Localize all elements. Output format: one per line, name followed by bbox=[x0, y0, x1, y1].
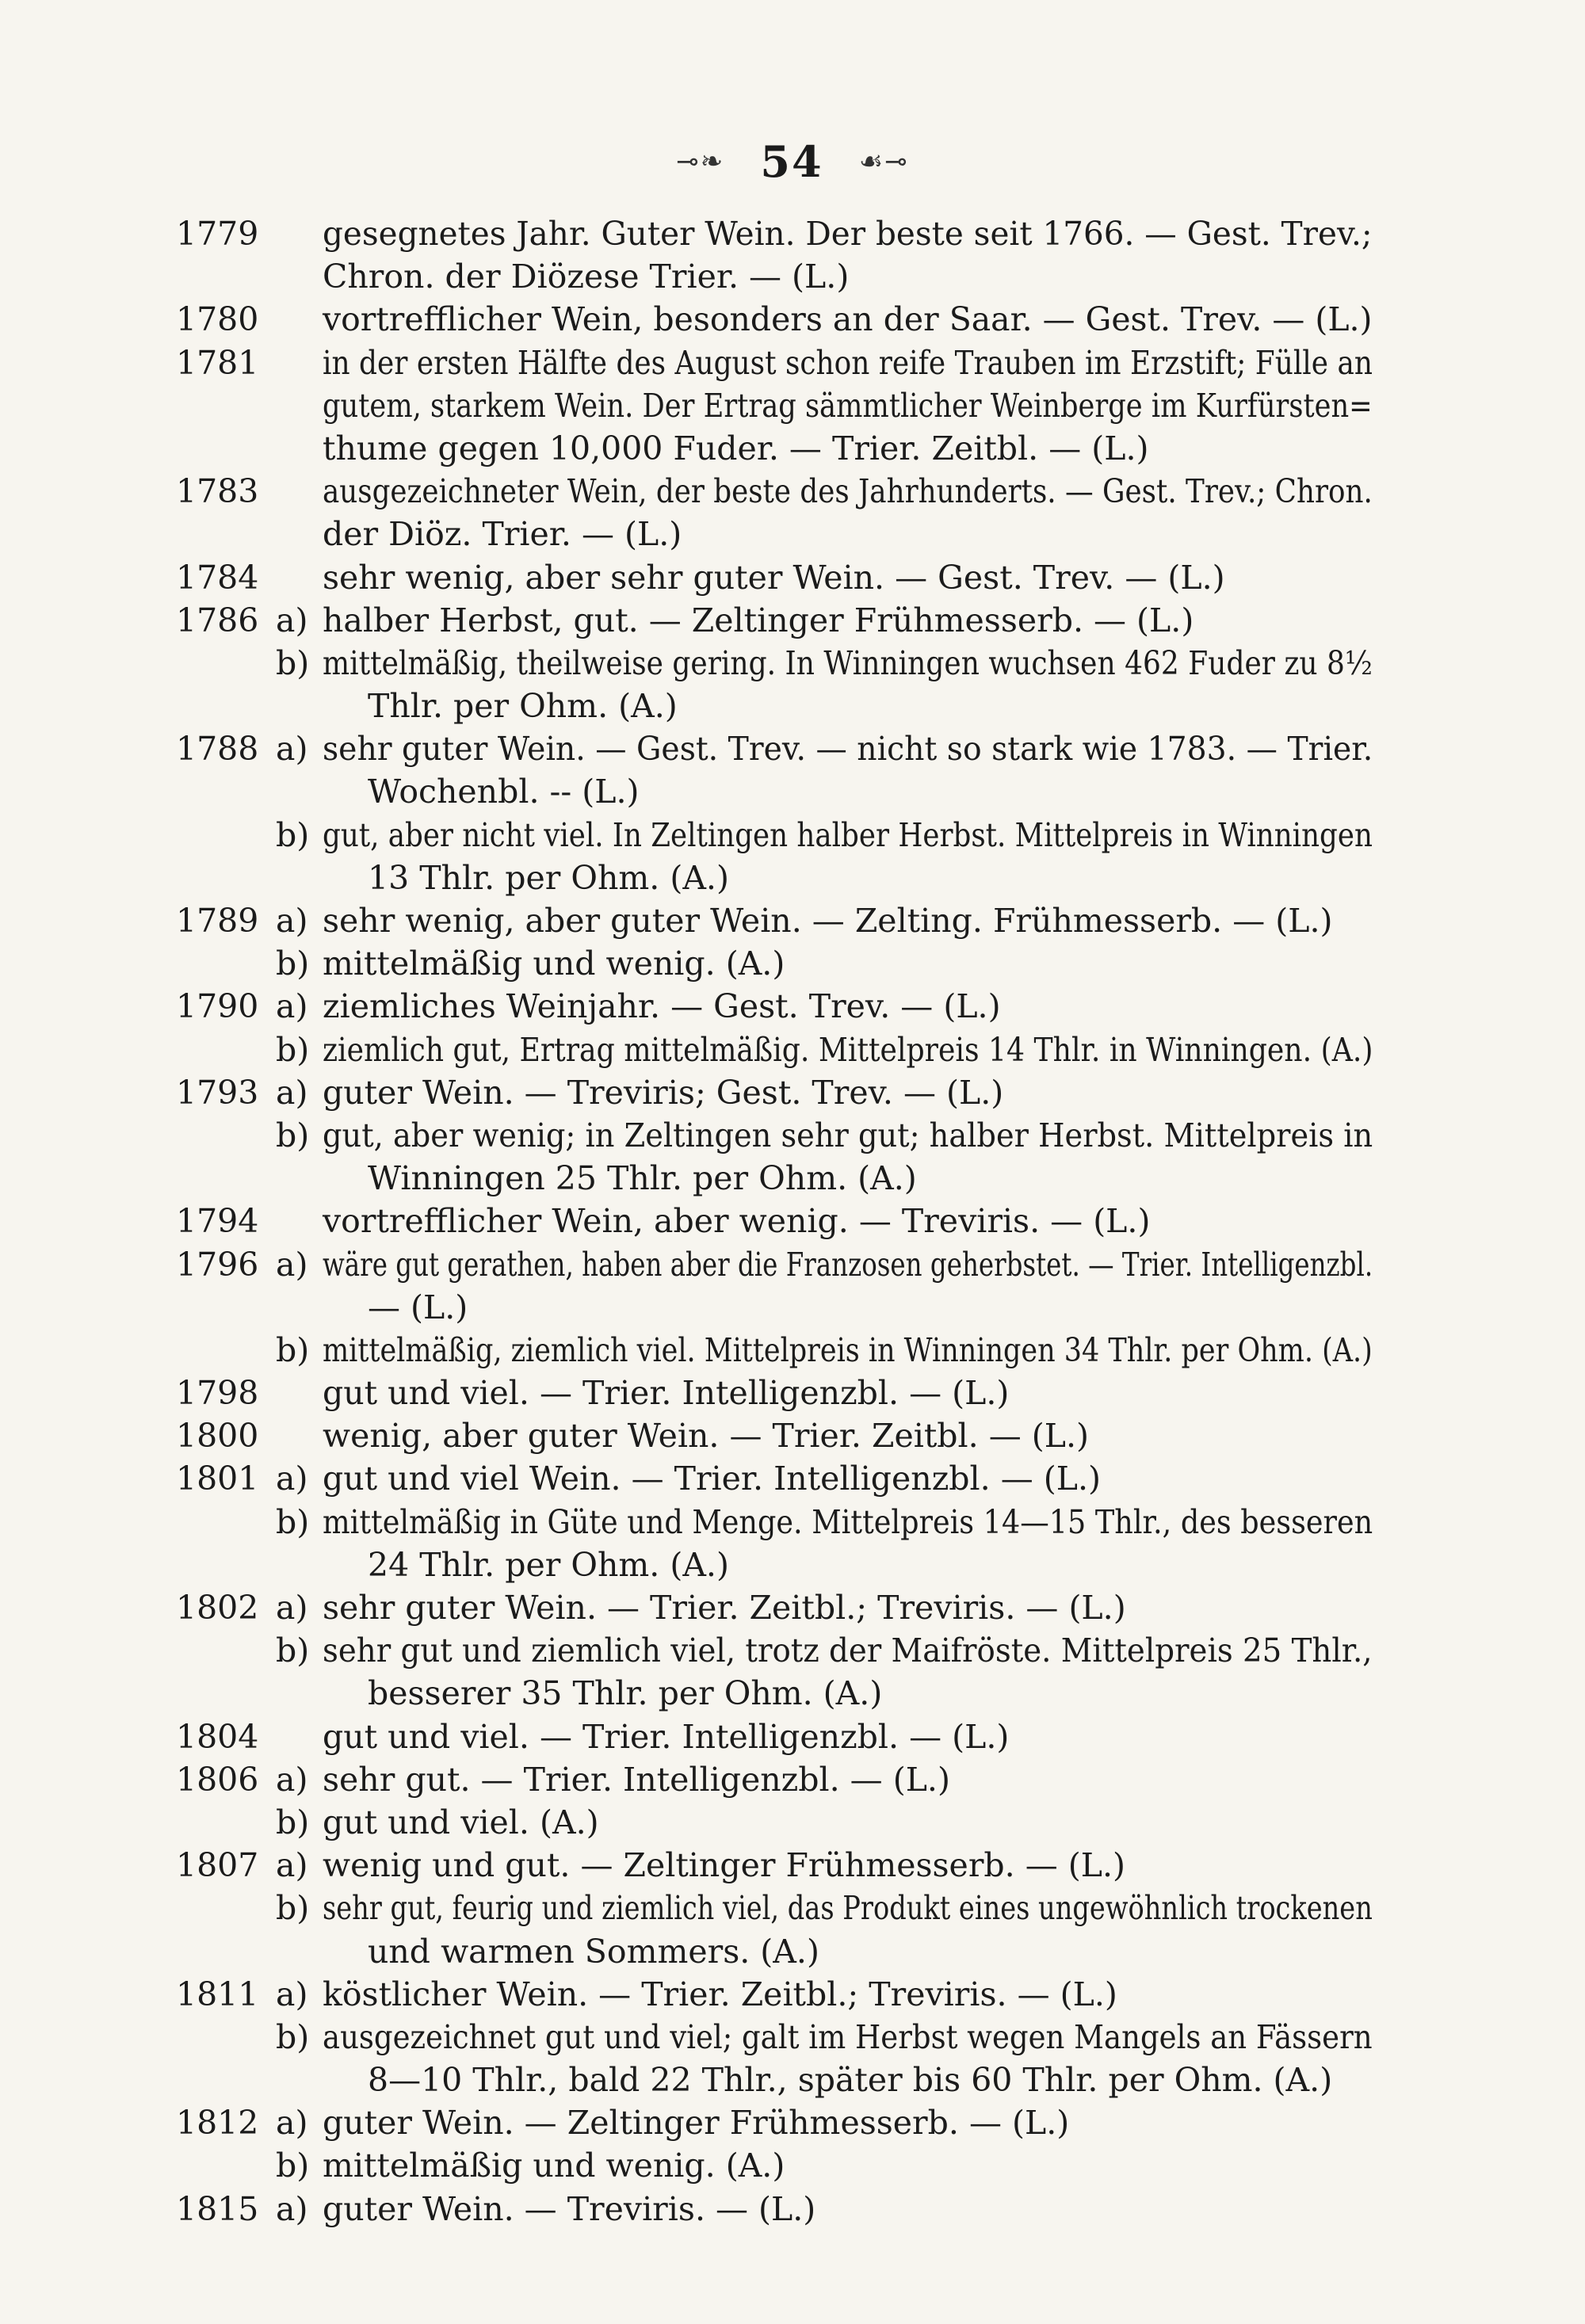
entry-subitem-marker: b) bbox=[276, 815, 310, 854]
entry-line bbox=[176, 384, 1373, 427]
entry-text: besserer 35 Thlr. per Ohm. (A.) bbox=[368, 1674, 883, 1713]
entry-text: und warmen Sommers. (A.) bbox=[368, 1932, 819, 1971]
entry-line bbox=[176, 1071, 1373, 1114]
entry-text: Wochenbl. -- (L.) bbox=[368, 773, 640, 811]
entry-subitem-marker: b) bbox=[276, 1030, 310, 1069]
entry-subitem-marker: a) bbox=[276, 601, 308, 639]
ornament-right: ☙⊸ bbox=[858, 146, 909, 177]
entry-year: 1786 bbox=[176, 601, 259, 639]
entry-line bbox=[176, 1243, 1373, 1286]
entry-line bbox=[176, 342, 1373, 384]
entry-line bbox=[176, 1544, 1373, 1586]
entry-year: 1804 bbox=[176, 1717, 259, 1756]
entry-text: ausgezeichneter Wein, der beste des Jahrhunderts. — Gest. Trev.; Chron. bbox=[323, 472, 1373, 511]
entry-subitem-marker: a) bbox=[276, 1760, 308, 1799]
entry-text: ziemlich gut, Ertrag mittelmäßig. Mittelpreis 14 Thlr. in Winningen. (A.) bbox=[323, 1030, 1373, 1069]
entry-subitem-marker: b) bbox=[276, 1330, 310, 1369]
entry-year: 1798 bbox=[176, 1374, 259, 1413]
entry-line bbox=[176, 642, 1373, 685]
entry-line bbox=[176, 727, 1373, 770]
entry-subitem-marker: b) bbox=[276, 643, 310, 682]
entry-line bbox=[176, 1672, 1373, 1715]
entry-line bbox=[176, 599, 1373, 642]
entry-subitem-marker: a) bbox=[276, 2189, 308, 2228]
entry-line bbox=[176, 942, 1373, 985]
entry-text: in der ersten Hälfte des August schon reife Trauben im Erzstift; Fülle an bbox=[323, 343, 1373, 382]
entry-subitem-marker: a) bbox=[276, 902, 308, 940]
entry-text: gut, aber wenig; in Zeltingen sehr gut; halber Herbst. Mittelpreis in bbox=[323, 1116, 1373, 1154]
entry-line bbox=[176, 1329, 1373, 1372]
entry-line bbox=[176, 556, 1373, 599]
entry-subitem-marker: a) bbox=[276, 2104, 308, 2143]
entry-text: köstlicher Wein. — Trier. Zeitbl.; Treviris. — (L.) bbox=[323, 1975, 1117, 2013]
entry-subitem-marker: b) bbox=[276, 2147, 310, 2185]
entry-text: der Diöz. Trier. — (L.) bbox=[323, 515, 682, 554]
entry-text: vortrefflicher Wein, aber wenig. — Treviris. — (L.) bbox=[323, 1202, 1151, 1241]
entry-line bbox=[176, 2059, 1373, 2101]
entry-year: 1790 bbox=[176, 987, 259, 1026]
entry-line bbox=[176, 298, 1373, 341]
entry-line bbox=[176, 985, 1373, 1028]
entry-text: Chron. der Diözese Trier. — (L.) bbox=[323, 258, 850, 296]
entry-subitem-marker: a) bbox=[276, 730, 308, 769]
entry-text: Winningen 25 Thlr. per Ohm. (A.) bbox=[368, 1159, 917, 1198]
entry-subitem-marker: b) bbox=[276, 1116, 310, 1154]
entry-line bbox=[176, 1414, 1373, 1457]
entry-subitem-marker: a) bbox=[276, 1589, 308, 1627]
entry-line bbox=[176, 2188, 1373, 2231]
entry-text: ziemliches Weinjahr. — Gest. Trev. — (L.) bbox=[323, 987, 1001, 1026]
entry-year: 1793 bbox=[176, 1073, 259, 1112]
entry-line bbox=[176, 1200, 1373, 1242]
entry-line bbox=[176, 1586, 1373, 1629]
entry-text: gut und viel. (A.) bbox=[323, 1803, 599, 1841]
entry-year: 1815 bbox=[176, 2189, 259, 2228]
entry-year: 1806 bbox=[176, 1760, 259, 1799]
entry-text: guter Wein. — Treviris. — (L.) bbox=[323, 2189, 816, 2228]
entry-text: 8—10 Thlr., bald 22 Thlr., später bis 60 Thlr. per Ohm. (A.) bbox=[368, 2061, 1333, 2100]
entry-line bbox=[176, 470, 1373, 513]
entry-line bbox=[176, 857, 1373, 899]
entry-year: 1802 bbox=[176, 1589, 259, 1627]
entry-line bbox=[176, 1372, 1373, 1414]
entry-year: 1811 bbox=[176, 1975, 259, 2013]
entry-text: sehr guter Wein. — Gest. Trev. — nicht so stark wie 1783. — Trier. bbox=[323, 730, 1373, 769]
page-header bbox=[0, 133, 1585, 187]
entry-subitem-marker: b) bbox=[276, 944, 310, 983]
entry-text: gut, aber nicht viel. In Zeltingen halber Herbst. Mittelpreis in Winningen bbox=[323, 815, 1373, 854]
entry-line bbox=[176, 1028, 1373, 1071]
entry-text: wenig und gut. — Zeltinger Frühmesserb. — (L.) bbox=[323, 1846, 1126, 1885]
entry-text: Thlr. per Ohm. (A.) bbox=[368, 687, 678, 726]
entry-line bbox=[176, 427, 1373, 470]
entry-text: sehr wenig, aber guter Wein. — Zelting. Frühmesserb. — (L.) bbox=[323, 902, 1333, 940]
entry-line bbox=[176, 1286, 1373, 1329]
entry-line bbox=[176, 770, 1373, 813]
entry-text: gut und viel. — Trier. Intelligenzbl. — (L.) bbox=[323, 1717, 1010, 1756]
entry-subitem-marker: a) bbox=[276, 1460, 308, 1498]
entry-subitem-marker: a) bbox=[276, 987, 308, 1026]
entry-line bbox=[176, 1715, 1373, 1758]
entry-line bbox=[176, 685, 1373, 727]
entry-text: sehr wenig, aber sehr guter Wein. — Gest. Trev. — (L.) bbox=[323, 558, 1225, 597]
entry-text: halber Herbst, gut. — Zeltinger Frühmesserb. — (L.) bbox=[323, 601, 1194, 639]
entry-text: mittelmäßig, theilweise gering. In Winningen wuchsen 462 Fuder zu 8½ bbox=[323, 643, 1373, 682]
entry-year: 1783 bbox=[176, 472, 259, 511]
entry-line bbox=[176, 1844, 1373, 1887]
entry-line bbox=[176, 513, 1373, 555]
entry-line bbox=[176, 1887, 1373, 1929]
entry-text: 13 Thlr. per Ohm. (A.) bbox=[368, 858, 729, 897]
entry-subitem-marker: b) bbox=[276, 2017, 310, 2056]
page-number: 54 bbox=[760, 136, 823, 187]
entry-text: mittelmäßig, ziemlich viel. Mittelpreis in Winningen 34 Thlr. per Ohm. (A.) bbox=[323, 1330, 1373, 1369]
entry-year: 1801 bbox=[176, 1460, 259, 1498]
entry-year: 1781 bbox=[176, 343, 259, 382]
entry-line bbox=[176, 1801, 1373, 1844]
entry-subitem-marker: a) bbox=[276, 1846, 308, 1885]
entry-year: 1788 bbox=[176, 730, 259, 769]
entry-text: wenig, aber guter Wein. — Trier. Zeitbl. — (L.) bbox=[323, 1417, 1090, 1456]
entry-subitem-marker: a) bbox=[276, 1245, 308, 1284]
entry-year: 1796 bbox=[176, 1245, 259, 1284]
entry-text: mittelmäßig und wenig. (A.) bbox=[323, 2147, 785, 2185]
entry-subitem-marker: b) bbox=[276, 1502, 310, 1541]
entry-text: mittelmäßig in Güte und Menge. Mittelpreis 14—15 Thlr., des besseren bbox=[323, 1502, 1373, 1541]
entry-year: 1780 bbox=[176, 300, 259, 339]
entry-text: sehr guter Wein. — Trier. Zeitbl.; Treviris. — (L.) bbox=[323, 1589, 1126, 1627]
entry-subitem-marker: b) bbox=[276, 1803, 310, 1841]
entry-subitem-marker: b) bbox=[276, 1889, 310, 1928]
entry-line bbox=[176, 2101, 1373, 2144]
entry-text: gutem, starkem Wein. Der Ertrag sämmtlicher Weinberge im Kurfürsten= bbox=[323, 386, 1373, 425]
entry-text: — (L.) bbox=[368, 1288, 468, 1326]
entry-text: wäre gut gerathen, haben aber die Franzosen geherbstet. — Trier. Intelligenzbl. bbox=[323, 1245, 1373, 1284]
entry-text: vortrefflicher Wein, besonders an der Saar. — Gest. Trev. — (L.) bbox=[323, 300, 1373, 339]
entry-text: thume gegen 10,000 Fuder. — Trier. Zeitbl. — (L.) bbox=[323, 429, 1149, 467]
entry-text: sehr gut und ziemlich viel, trotz der Maifröste. Mittelpreis 25 Thlr., bbox=[323, 1631, 1373, 1670]
entry-year: 1800 bbox=[176, 1417, 259, 1456]
entry-line bbox=[176, 1457, 1373, 1500]
entry-year: 1794 bbox=[176, 1202, 259, 1241]
entry-subitem-marker: a) bbox=[276, 1975, 308, 2013]
entry-text: ausgezeichnet gut und viel; galt im Herbst wegen Mangels an Fässern bbox=[323, 2017, 1373, 2056]
entry-line bbox=[176, 1973, 1373, 2016]
entry-subitem-marker: a) bbox=[276, 1073, 308, 1112]
entry-year: 1779 bbox=[176, 215, 259, 253]
entry-year: 1789 bbox=[176, 902, 259, 940]
entry-text: gesegnetes Jahr. Guter Wein. Der beste seit 1766. — Gest. Trev.; bbox=[323, 215, 1373, 253]
ornament-left: ⊸❧ bbox=[676, 146, 725, 177]
entry-line bbox=[176, 1114, 1373, 1157]
entry-line bbox=[176, 2144, 1373, 2187]
entry-text: gut und viel Wein. — Trier. Intelligenzbl. — (L.) bbox=[323, 1460, 1101, 1498]
entry-line bbox=[176, 1157, 1373, 1200]
vintage-entries bbox=[176, 212, 1373, 2231]
entry-line bbox=[176, 1930, 1373, 1973]
entry-text: mittelmäßig und wenig. (A.) bbox=[323, 944, 785, 983]
entry-text: sehr gut. — Trier. Intelligenzbl. — (L.) bbox=[323, 1760, 950, 1799]
entry-text: gut und viel. — Trier. Intelligenzbl. — (L.) bbox=[323, 1374, 1010, 1413]
entry-text: guter Wein. — Zeltinger Frühmesserb. — (L.) bbox=[323, 2104, 1070, 2143]
entry-line bbox=[176, 1501, 1373, 1544]
entry-line bbox=[176, 1629, 1373, 1672]
entry-subitem-marker: b) bbox=[276, 1631, 310, 1670]
entry-text: 24 Thlr. per Ohm. (A.) bbox=[368, 1545, 729, 1584]
entry-text: sehr gut, feurig und ziemlich viel, das Produkt eines ungewöhnlich trockenen bbox=[323, 1889, 1373, 1928]
entry-year: 1784 bbox=[176, 558, 259, 597]
entry-line bbox=[176, 814, 1373, 857]
entry-year: 1812 bbox=[176, 2104, 259, 2143]
entry-line bbox=[176, 2016, 1373, 2059]
entry-line bbox=[176, 1758, 1373, 1801]
entry-line bbox=[176, 255, 1373, 298]
entry-text: guter Wein. — Treviris; Gest. Trev. — (L.) bbox=[323, 1073, 1004, 1112]
entry-line bbox=[176, 899, 1373, 942]
entry-line bbox=[176, 212, 1373, 255]
entry-year: 1807 bbox=[176, 1846, 259, 1885]
